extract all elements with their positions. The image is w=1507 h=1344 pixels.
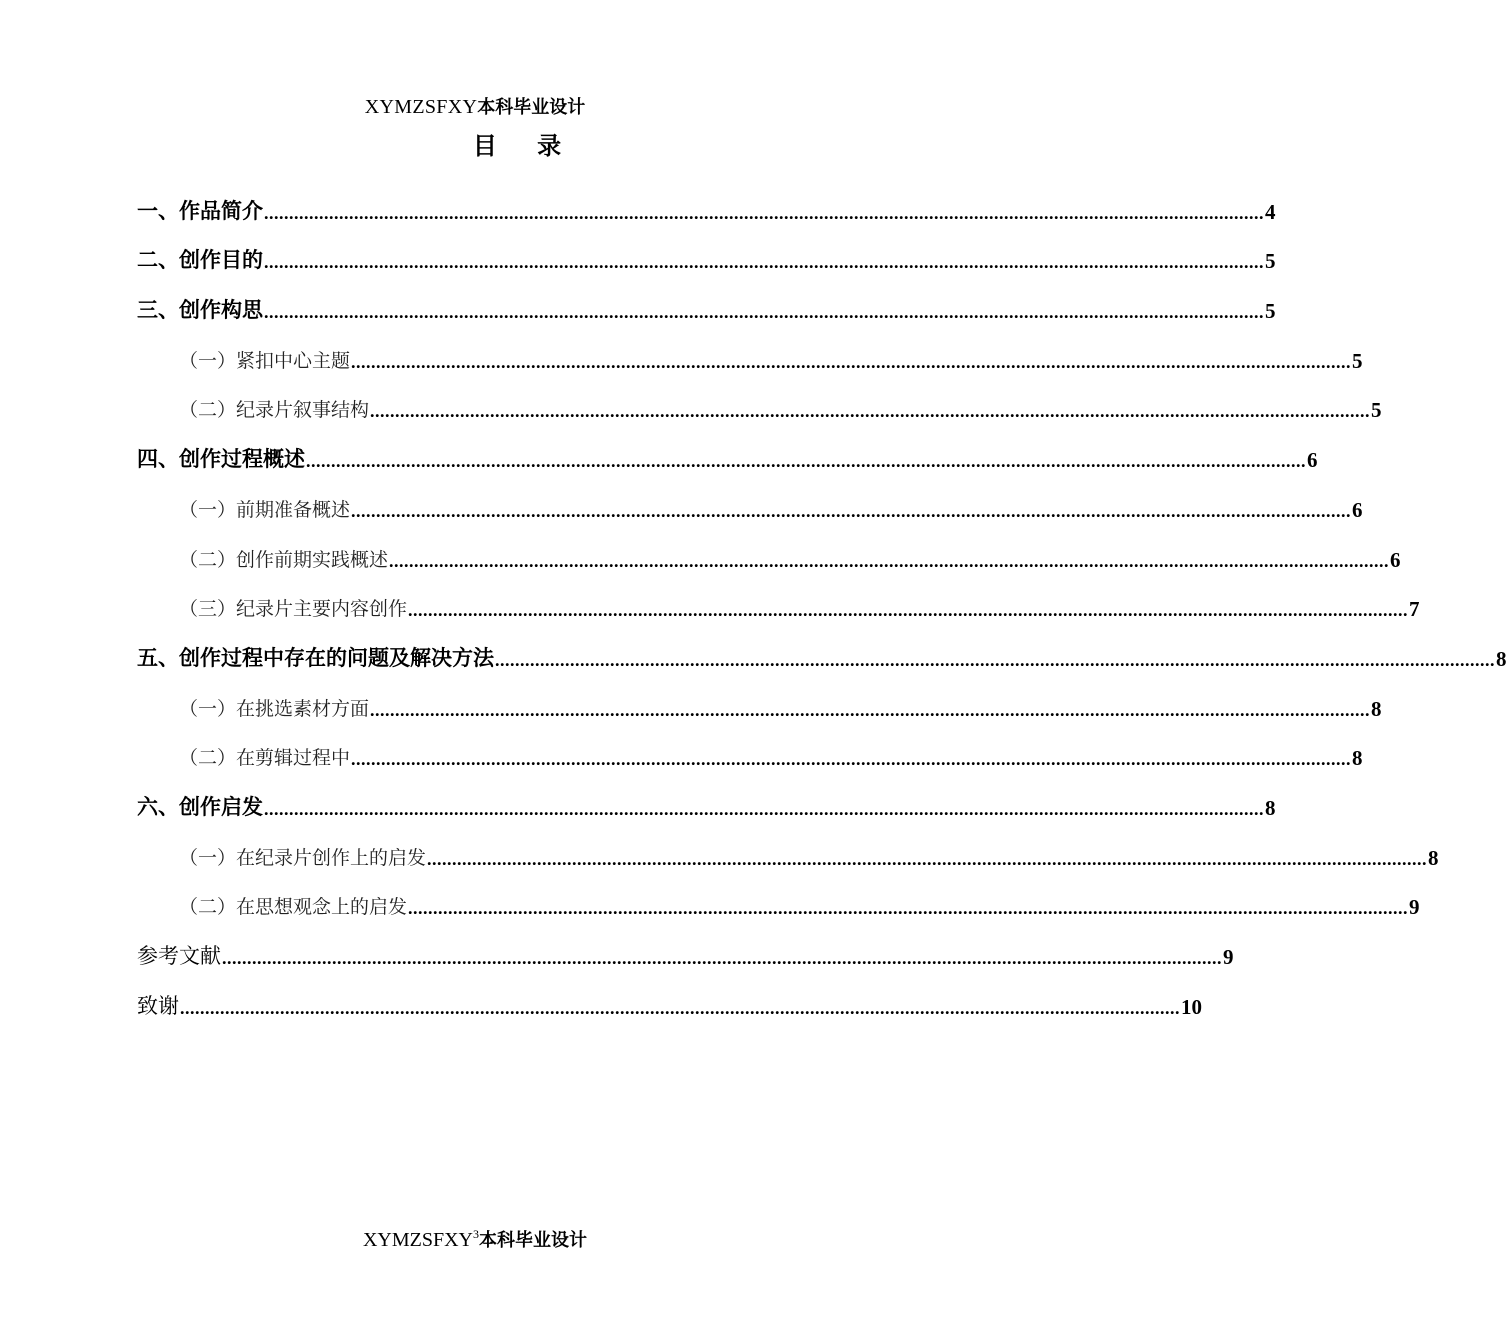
toc-entry-label: 四、创作过程概述 — [137, 447, 305, 472]
toc-entry-page: 9 — [1409, 895, 1420, 920]
toc-entry-label: （二）创作前期实践概述 — [179, 548, 389, 571]
toc-entry-page: 5 — [1265, 249, 1276, 274]
toc-entry[interactable] — [137, 474, 1363, 524]
toc-entry-label: （二）在剪辑过程中 — [179, 747, 351, 770]
toc-leader-dots: ........................................................................................................................................................................................................ — [370, 699, 1371, 720]
toc-entry[interactable] — [137, 275, 1276, 325]
toc-entry-page: 8 — [1352, 746, 1363, 771]
toc-entry[interactable] — [137, 822, 1439, 872]
toc-leader-dots: ........................................................................................................................................................................................................ — [351, 749, 1352, 770]
toc-entry-page: 6 — [1390, 547, 1401, 572]
toc-entry-label: 三、创作构思 — [137, 298, 263, 323]
toc-entry-label: （三）纪录片主要内容创作 — [179, 598, 408, 621]
toc-entry-label: （一）前期准备概述 — [179, 498, 351, 521]
toc-entry-page: 8 — [1428, 845, 1439, 870]
toc-entry[interactable] — [137, 226, 1276, 276]
toc-entry-label: 六、创作启发 — [137, 794, 263, 819]
toc-entry-label: （二）在思想观念上的启发 — [179, 896, 408, 919]
toc-entry-page: 8 — [1371, 696, 1382, 721]
footer-page-number: 3 — [473, 1227, 480, 1241]
toc-leader-dots: ........................................................................................................................................................................................................ — [264, 798, 1264, 819]
toc-entry[interactable] — [137, 921, 1234, 971]
toc-entry-page: 5 — [1265, 299, 1276, 324]
toc-entry[interactable] — [137, 772, 1276, 822]
footer-text: 本科毕业设计 — [479, 1230, 588, 1251]
toc-leader-dots: ........................................................................................................................................................................................................ — [389, 550, 1390, 571]
toc-entry[interactable] — [137, 673, 1382, 723]
toc-entry[interactable] — [137, 524, 1401, 574]
toc-entry-page: 4 — [1265, 199, 1276, 224]
toc-leader-dots: ........................................................................................................................................................................................................ — [370, 401, 1371, 422]
toc-title: 目 录 — [472, 132, 578, 160]
toc-leader-dots: ........................................................................................................................................................................................................ — [427, 848, 1428, 869]
toc-entry-label: 五、创作过程中存在的问题及解决方法 — [137, 645, 494, 670]
toc-entry-label: 二、创作目的 — [137, 248, 263, 273]
toc-entry[interactable] — [137, 574, 1420, 624]
toc-leader-dots: ........................................................................................................................................................................................................ — [408, 600, 1409, 621]
toc-entry[interactable] — [137, 723, 1363, 773]
header-text: 本科毕业设计 — [477, 97, 586, 118]
page-header — [0, 94, 950, 121]
toc-entry-label: （一）在纪录片创作上的启发 — [179, 846, 427, 869]
toc-entry[interactable] — [137, 375, 1382, 425]
table-of-contents — [137, 176, 1507, 1021]
toc-entry-page: 7 — [1409, 597, 1420, 622]
toc-entry-label: （一）紧扣中心主题 — [179, 349, 351, 372]
toc-entry[interactable] — [137, 971, 1202, 1021]
toc-entry[interactable] — [137, 176, 1276, 226]
toc-entry[interactable] — [137, 623, 1507, 673]
toc-entry-label: （二）纪录片叙事结构 — [179, 399, 370, 422]
toc-leader-dots: ........................................................................................................................................................................................................ — [222, 948, 1222, 968]
toc-entry[interactable] — [137, 325, 1363, 375]
toc-entry-label: 一、作品简介 — [137, 198, 263, 223]
toc-leader-dots: ........................................................................................................................................................................................................ — [264, 202, 1264, 223]
toc-entry[interactable] — [137, 872, 1420, 922]
toc-entry-page: 10 — [1181, 994, 1202, 1019]
toc-entry-label: 致谢 — [137, 993, 179, 1018]
toc-entry-page: 6 — [1307, 448, 1318, 473]
header-code: XYMZSFXY — [364, 96, 478, 118]
page-title — [0, 130, 1050, 162]
toc-leader-dots: ........................................................................................................................................................................................................ — [180, 997, 1180, 1018]
toc-entry-page: 5 — [1352, 348, 1363, 373]
toc-leader-dots: ........................................................................................................................................................................................................ — [351, 500, 1352, 521]
toc-leader-dots: ........................................................................................................................................................................................................ — [495, 649, 1495, 670]
toc-entry[interactable] — [137, 424, 1318, 474]
toc-entry-page: 5 — [1371, 398, 1382, 423]
toc-entry-page: 6 — [1352, 497, 1363, 522]
toc-entry-label: 参考文献 — [137, 944, 221, 968]
toc-entry-page: 9 — [1223, 945, 1234, 969]
toc-leader-dots: ........................................................................................................................................................................................................ — [351, 351, 1352, 372]
toc-entry-page: 8 — [1265, 795, 1276, 820]
toc-entry-label: （一）在挑选素材方面 — [179, 697, 370, 720]
toc-leader-dots: ........................................................................................................................................................................................................ — [264, 252, 1264, 273]
footer-code: XYMZSFXY — [362, 1229, 474, 1251]
toc-leader-dots: ........................................................................................................................................................................................................ — [306, 451, 1306, 472]
toc-leader-dots: ........................................................................................................................................................................................................ — [408, 898, 1409, 919]
page-footer — [0, 1226, 950, 1252]
toc-leader-dots: ........................................................................................................................................................................................................ — [264, 302, 1264, 323]
toc-entry-page: 8 — [1496, 646, 1507, 671]
